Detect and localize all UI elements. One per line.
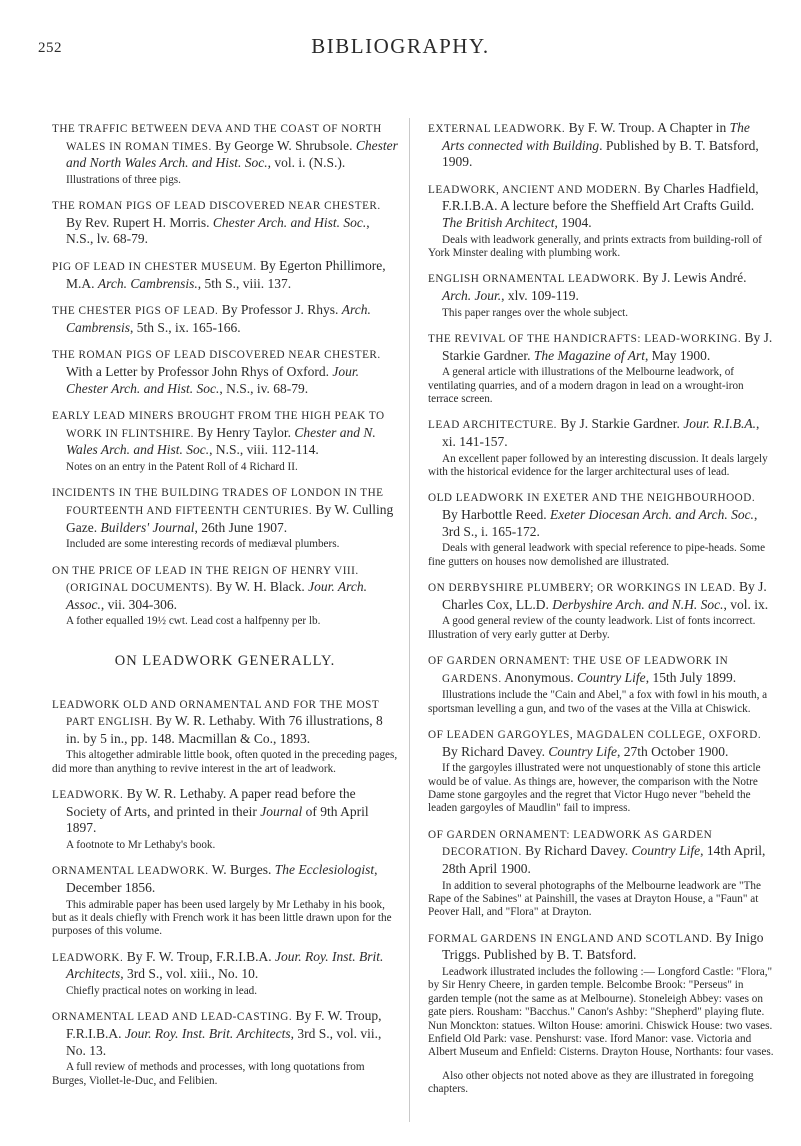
entry-title: ORNAMENTAL LEAD AND LEAD-CASTING. [52, 1011, 293, 1024]
entry-note: Chiefly practical notes on working in lead. [66, 985, 258, 998]
entry-note: Notes on an entry in the Patent Roll of 4 Richard II. [66, 460, 298, 473]
entry-author: By J. Charles Cox, LL.D. [442, 578, 767, 612]
entry-author: By F. W. Troup, F.R.I.B.A. [126, 948, 272, 964]
entry-author: By Professor J. Rhys. [221, 302, 339, 318]
bibliography-entry [52, 407, 398, 474]
entry-source: Chester Arch. and Hist. Soc. [212, 214, 367, 230]
entry-details: , 5th S., ix. 165-166. [130, 319, 241, 335]
bibliography-entry [428, 930, 774, 1060]
entry-author: By J. Starkie Gardner. [560, 416, 680, 432]
entry-details: , vol. i. (N.S.). [267, 155, 346, 171]
entry-source: Country Life [548, 743, 617, 759]
bibliography-entry [52, 484, 398, 551]
entry-citation [52, 258, 398, 292]
entry-details: , xlv. 109-119. [501, 287, 579, 303]
entry-source: The Magazine of Art [533, 347, 645, 363]
entry-note: A full review of methods and processes, with long quotations from Burges, Viollet-le-Duc, and Felibien. [52, 1061, 365, 1087]
entry-title: ORNAMENTAL LEADWORK. [52, 865, 209, 878]
bibliography-entry [428, 270, 774, 320]
entry-details: , May 1900. [644, 347, 711, 363]
entry-source: The Arts connected with Building [442, 120, 750, 153]
bibliography-entry [52, 302, 398, 336]
bibliography-entry [52, 562, 398, 629]
entry-citation [52, 346, 398, 397]
entry-title: OLD LEADWORK IN EXETER AND THE NEIGHBOURHOOD. [428, 492, 756, 505]
entry-author: By Rev. Rupert H. Morris. [66, 214, 210, 230]
bibliography-entry [428, 330, 774, 406]
entry-source: Builders' Journal [100, 519, 195, 535]
entry-title: LEADWORK. [52, 951, 124, 964]
entry-author: By Henry Taylor. [197, 424, 291, 440]
entry-title: OF GARDEN ORNAMENT: LEADWORK AS GARDEN DECORATION. [428, 828, 713, 859]
entry-author: By W. R. Lethaby. A paper read before the Society of Arts, and printed in their [66, 786, 356, 819]
entry-note: A footnote to Mr Lethaby's book. [66, 839, 216, 852]
entry-source: Country Life [577, 669, 646, 685]
entry-title: ENGLISH ORNAMENTAL LEADWORK. [428, 273, 640, 286]
entry-author: By Richard Davey. [525, 843, 629, 859]
entry-citation [52, 302, 398, 336]
entry-title: THE ROMAN PIGS OF LEAD DISCOVERED NEAR CHESTER. [52, 349, 381, 362]
bibliography-entry [428, 1070, 774, 1097]
running-head: BIBLIOGRAPHY. [311, 34, 490, 58]
entry-title: LEADWORK. [52, 789, 124, 802]
entry-note: This altogether admirable little book, often quoted in the preceding pages, did more than anything to revive interest in the art of leadwork. [52, 749, 398, 775]
entry-author: By J. Starkie Gardner. [442, 329, 773, 363]
bibliography-entry [428, 726, 774, 816]
entry-details: , N.S., iv. 68-79. [219, 380, 309, 396]
entry-author: By W. Culling Gaze. [66, 501, 394, 535]
section-heading: ON LEADWORK GENERALLY. [114, 652, 336, 669]
entry-note: An excellent paper followed by an interesting discussion. It deals largely with the historical evidence for the larger architectural uses of lead. [428, 452, 768, 478]
entry-details: , 26th June 1907. [194, 519, 288, 535]
bibliography-entry [428, 181, 774, 261]
entry-title: PIG OF LEAD IN CHESTER MUSEUM. [52, 260, 257, 273]
bibliography-entry [428, 826, 774, 920]
entry-citation [52, 120, 398, 172]
entry-author: By W. H. Black. [216, 579, 305, 595]
entry-author: Anonymous. [504, 669, 574, 685]
entry-details: , December 1856. [66, 862, 378, 896]
entry-details: , vol. ix. [723, 596, 769, 612]
entry-citation [428, 579, 774, 613]
entry-details: , 5th S., viii. 137. [197, 275, 292, 291]
bibliography-entry [52, 696, 398, 777]
entry-author: By F. W. Troup. A Chapter in [568, 120, 727, 135]
entry-source: Jour. Arch. Assoc. [66, 579, 367, 612]
bibliography-entry [52, 197, 398, 248]
entry-author: By Egerton Phillimore, M.A. [66, 257, 386, 291]
bibliography-entry [428, 652, 774, 716]
entry-title: EARLY LEAD MINERS BROUGHT FROM THE HIGH PEAK TO WORK IN FLINTSHIRE. [52, 410, 385, 440]
bibliography-entry [52, 949, 398, 999]
entry-details: of 9th April 1897. [66, 803, 369, 836]
entry-author: By Charles Hadfield, F.R.I.B.A. A lecture before the Sheffield Art Crafts Guild. [442, 180, 759, 214]
page-number: 252 [38, 40, 62, 56]
entry-note: If the gargoyles illustrated were not unquestionably of stone this article would be of value. As things are, however, the comparison with the Notre Dame stone gargoyles and the regret that Victor Hugo never "beheld the leaden gargoyles of Maudlin" fail to impress. [428, 762, 761, 815]
entry-details: , 1904. [554, 214, 592, 230]
entry-details: , xi. 141-157. [442, 416, 760, 449]
entry-title: OF LEADEN GARGOYLES, MAGDALEN COLLEGE, OXFORD. [428, 728, 762, 741]
entry-author: By J. Lewis André. [642, 270, 747, 286]
entry-citation [52, 197, 398, 248]
entry-title: THE REVIVAL OF THE HANDICRAFTS: LEAD-WORKING. [428, 332, 742, 345]
entry-source: Journal [260, 803, 303, 819]
entry-details: , N.S., viii. 112-114. [209, 442, 319, 458]
bibliography-entry [52, 862, 398, 938]
entry-note: Illustrations include the "Cain and Abel," a fox with fowl in his mouth, a sportsman levelling a gun, and two of the vases at the Villa at Chiswick. [428, 689, 768, 715]
bibliography-entry [52, 1008, 398, 1088]
entry-title: LEADWORK OLD AND ORNAMENTAL AND FOR THE MOST PART ENGLISH. [52, 698, 379, 729]
entry-citation [52, 1008, 398, 1059]
entry-source: Jour. Roy. Inst. Brit. Architects [66, 948, 384, 982]
left-column [52, 120, 398, 1098]
entry-author: With a Letter by Professor John Rhys of Oxford. [66, 363, 330, 379]
entry-source: Exeter Diocesan Arch. and Arch. Soc. [549, 506, 754, 522]
entry-title: THE TRAFFIC BETWEEN DEVA AND THE COAST OF NORTH WALES IN ROMAN TIMES. [52, 123, 382, 153]
entry-title: LEADWORK, ANCIENT AND MODERN. [428, 183, 641, 196]
entry-author: By George W. Shrubsole. [215, 137, 353, 153]
entry-source: The Ecclesiologist [274, 862, 375, 878]
column-rule [409, 118, 410, 1122]
entry-citation [52, 786, 398, 837]
entry-note: Leadwork illustrated includes the following :— Longford Castle: "Flora," by Sir Henry Cheere, in garden temple. Belcombe Brook: "Perseus" in garden temple (not the same as at Melbourne). Stoneleigh Abbey: vases on gate piers. Rousham: "Bacchus." Canon's Ashby: "Shepherd" playing flute. Nun Monckton: statues. Wilton House: amorini. Chiswick House: two vases. Enfield Old Park: vase. Penshurst: vase. Iford Manor: vase. Victoria and Albert Museum and Enfield: Cisterns. Drayton House, Northants: four vases. [428, 965, 774, 1059]
entry-citation [52, 562, 398, 614]
entry-citation [52, 484, 398, 536]
entry-note: Also other objects not noted above as they are illustrated in foregoing chapters. [428, 1069, 754, 1096]
entry-details: , 3rd S., i. 165-172. [442, 506, 758, 539]
entry-source: Derbyshire Arch. and N.H. Soc. [552, 596, 724, 612]
entry-citation [52, 696, 398, 748]
entry-details: , N.S., lv. 68-79. [66, 214, 370, 247]
entry-citation [428, 270, 774, 304]
entry-citation [428, 181, 774, 232]
entry-source: The British Architect [442, 214, 555, 230]
bibliography-entry [428, 489, 774, 569]
entry-note: Illustrations of three pigs. [66, 173, 181, 186]
entry-author: W. Burges. [211, 862, 272, 878]
entry-source: Arch. Jour. [442, 287, 502, 303]
entry-details: , 14th April, 28th April 1900. [442, 843, 766, 876]
entry-source: Arch. Cambrensis [66, 302, 371, 335]
entry-note: In addition to several photographs of the Melbourne leadwork are "The Rape of the Sabines" at Painshill, the vases at Drayton House, a "Faun" at Peover Hall, and "Flora" at Drayton. [428, 879, 761, 919]
entry-title: INCIDENTS IN THE BUILDING TRADES OF LONDON IN THE FOURTEENTH AND FIFTEENTH CENTURIES. [52, 487, 384, 517]
entry-author: By Richard Davey. [442, 743, 545, 759]
entry-citation [428, 726, 774, 760]
right-column [428, 120, 774, 1107]
bibliography-entry [52, 258, 398, 292]
bibliography-entry [52, 346, 398, 397]
entry-note: Included are some interesting records of mediæval plumbers. [66, 538, 340, 551]
entry-citation [52, 949, 398, 983]
entry-source: Jour. R.I.B.A. [683, 416, 757, 432]
bibliography-entry [52, 786, 398, 852]
entry-note: Deals with leadwork generally, and prints extracts from building-roll of York Minster dealing with plumbing work. [428, 233, 762, 259]
entry-author: By F. W. Troup, F.R.I.B.A. [66, 1008, 382, 1042]
entry-details: , 3rd S., vol. vii., No. 13. [66, 1026, 382, 1058]
entry-citation [428, 120, 774, 171]
entry-citation [52, 407, 398, 459]
bibliography-entry [428, 120, 774, 171]
entry-author: By Harbottle Reed. [442, 506, 547, 522]
entry-details: , 15th July 1899. [645, 669, 737, 685]
entry-author: By W. R. Lethaby. With 76 illustrations, 8 in. by 5 in., pp. 148. Macmillan & Co., 1893. [66, 713, 383, 746]
entry-citation [428, 489, 774, 540]
entry-note: A general article with illustrations of the Melbourne leadwork, of ventilating quarries, and of a modern dragon in lead on a wrought-iron terrace screen. [428, 366, 744, 405]
entry-source: Chester and N. Wales Arch. and Hist. Soc. [66, 424, 376, 458]
entry-citation [428, 930, 774, 964]
entry-source: Arch. Cambrensis. [97, 275, 198, 291]
bibliography-entry [428, 579, 774, 642]
entry-source: Country Life [631, 843, 701, 859]
entry-title: ON DERBYSHIRE PLUMBERY; OR WORKINGS IN LEAD. [428, 581, 736, 594]
entry-details: , 3rd S., vol. xiii., No. 10. [120, 966, 259, 982]
entry-title: THE ROMAN PIGS OF LEAD DISCOVERED NEAR CHESTER. [52, 200, 381, 213]
entry-note: Deals with general leadwork with special reference to pipe-heads. Some fine gutters on houses now demolished are illustrated. [428, 542, 766, 568]
entry-source: Chester and North Wales Arch. and Hist. Soc. [66, 137, 398, 171]
entry-title: EXTERNAL LEADWORK. [428, 123, 566, 135]
entry-citation [428, 416, 774, 450]
entry-source: Jour. Roy. Inst. Brit. Architects [124, 1026, 291, 1042]
entry-note: This admirable paper has been used largely by Mr Lethaby in his book, but as it deals chiefly with French work it has been little drawn upon for the purposes of this volume. [52, 898, 392, 938]
entry-citation [428, 330, 774, 364]
entry-title: FORMAL GARDENS IN ENGLAND AND SCOTLAND. [428, 932, 713, 945]
entry-details: . Published by B. T. Batsford, 1909. [442, 137, 759, 170]
entry-title: OF GARDEN ORNAMENT: THE USE OF LEADWORK IN GARDENS. [428, 654, 729, 685]
entry-details: , vii. 304-306. [100, 596, 177, 612]
entry-title: ON THE PRICE OF LEAD IN THE REIGN OF HENRY VIII. (ORIGINAL DOCUMENTS). [52, 564, 359, 595]
entry-title: LEAD ARCHITECTURE. [428, 419, 557, 432]
entry-source: Jour. Chester Arch. and Hist. Soc. [66, 363, 360, 396]
entry-note: A fother equalled 19½ cwt. Lead cost a halfpenny per lb. [66, 615, 321, 628]
entry-note: This paper ranges over the whole subject. [442, 306, 629, 319]
entry-citation [428, 826, 774, 878]
entry-citation [428, 652, 774, 687]
entry-details: , 27th October 1900. [617, 743, 729, 759]
entry-note: A good general review of the county leadwork. List of fonts incorrect. Illustration of very early gutter at Derby. [428, 615, 756, 641]
entry-title: THE CHESTER PIGS OF LEAD. [52, 305, 219, 318]
bibliography-entry [52, 120, 398, 187]
entry-author: By Inigo Triggs. Published by B. T. Batsford. [442, 929, 764, 963]
bibliography-entry [428, 416, 774, 479]
entry-citation [52, 862, 398, 896]
